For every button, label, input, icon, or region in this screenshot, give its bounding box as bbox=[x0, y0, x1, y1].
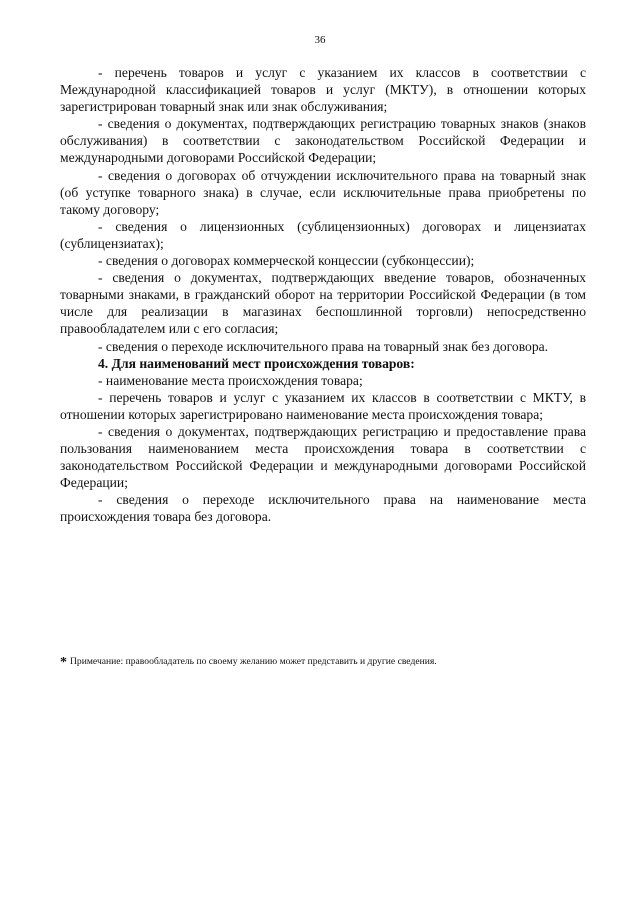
footnote-marker: * bbox=[60, 655, 67, 670]
paragraph: - сведения о документах, подтверждающих введение товаров, обозначенных товарными знаками, в гражданский оборот на территории Российской Федерации (в том числе для реализации в магазинах беспошлинной торговли) непосредственно правообладателем или с его согласия; bbox=[60, 270, 586, 337]
paragraph: - перечень товаров и услуг с указанием их классов в соответствии с Международной классификацией товаров и услуг (МКТУ), в отношении которых зарегистрирован товарный знак или знак обслуживания; bbox=[60, 65, 586, 115]
paragraph: - сведения о документах, подтверждающих регистрацию и предоставление права пользования наименованием места происхождения товара в соответствии с законодательством Российской Федерации и международными договорами Российской Федерации; bbox=[60, 423, 586, 491]
page-number: 36 bbox=[314, 34, 326, 46]
paragraph: - сведения о переходе исключительного права на наименование места происхождения товара без договора. bbox=[60, 492, 586, 525]
footnote bbox=[60, 655, 600, 671]
section-title: 4. Для наименований мест происхождения товаров: bbox=[98, 355, 415, 371]
paragraph: - наименование места происхождения товара; bbox=[98, 372, 363, 388]
paragraph: - перечень товаров и услуг с указанием их классов в соответствии с МКТУ, в отношении которых зарегистрировано наименование места происхождения товара; bbox=[60, 389, 586, 422]
paragraph: - сведения о лицензионных (сублицензионных) договорах и лицензиатах (сублицензиатах); bbox=[60, 218, 586, 251]
footnote-text: Примечание: правообладатель по своему желанию может представить и другие сведения. bbox=[70, 656, 437, 667]
paragraph: - сведения о договорах об отчуждении исключительного права на товарный знак (об уступке товарного знака) в случае, если исключительные права приобретены по такому договору; bbox=[60, 167, 586, 217]
paragraph: - сведения о договорах коммерческой концессии (субконцессии); bbox=[98, 253, 475, 269]
paragraph: - сведения о переходе исключительного права на товарный знак без договора. bbox=[98, 338, 549, 354]
paragraph: - сведения о документах, подтверждающих регистрацию товарных знаков (знаков обслуживания) в соответствии с законодательством Российской Федерации и международными договорами Российской Федерации; bbox=[60, 116, 586, 166]
document-body bbox=[60, 64, 586, 526]
